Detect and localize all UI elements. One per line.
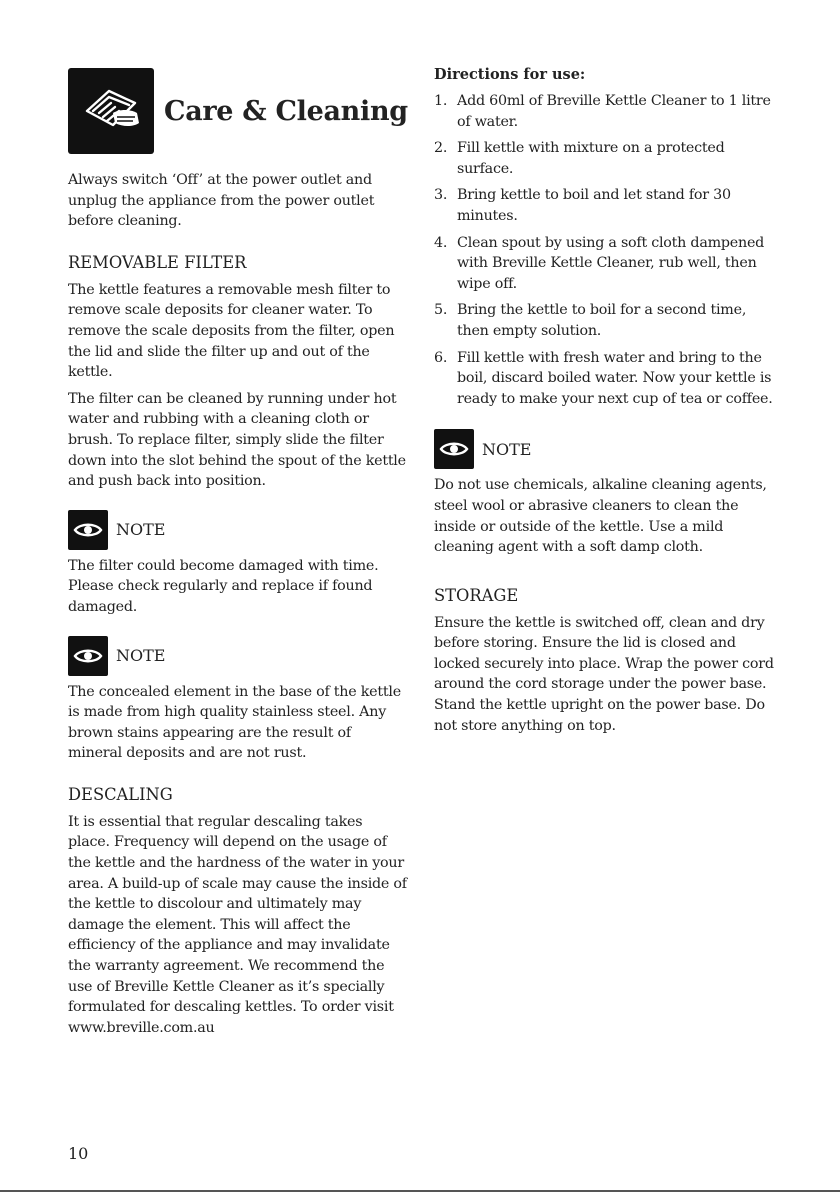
page-number: 10 (68, 1144, 89, 1163)
step-number: 5. (434, 302, 448, 319)
note-label: NOTE (116, 520, 166, 540)
step-text: Add 60ml of Breville Kettle Cleaner to 1 litre of water. (457, 93, 771, 130)
note-header-2 (68, 636, 408, 676)
title-block (68, 68, 408, 154)
note-text-3: Do not use chemicals, alkaline cleaning agents, steel wool or abrasive cleaners to clean the inside or outside of the kettle. Use a mild cleaning agent with a soft damp cloth. (434, 477, 767, 556)
eye-icon (434, 429, 474, 469)
step-number: 3. (434, 187, 448, 204)
storage-text: Ensure the kettle is switched off, clean and dry before storing. Ensure the lid is closed and locked securely into place. Wrap the power cord around the cord storage under the power base. Stand the kettle upright on the power base. Do not store anything on top. (434, 614, 774, 734)
removable-filter-text-1: The kettle features a removable mesh filter to remove scale deposits for cleaner water. To remove the scale deposits from the filter, open the lid and slide the filter up and out of the kettle. (68, 281, 395, 381)
descaling-heading: DESCALING (68, 784, 173, 804)
right-column (434, 66, 779, 736)
intro-text: Always switch ‘Off’ at the power outlet and unplug the appliance from the power outlet before cleaning. (68, 172, 375, 230)
list-item (434, 300, 779, 341)
note-text-2: The concealed element in the base of the kettle is made from high quality stainless steel. Any brown stains appearing are the result of mineral deposits and are not rust. (68, 683, 401, 762)
list-item (434, 185, 779, 226)
note-label: NOTE (482, 439, 532, 459)
list-item (434, 91, 779, 132)
eye-icon (68, 510, 108, 550)
descaling-text: It is essential that regular descaling takes place. Frequency will depend on the usage of the kettle and the hardness of the water in your area. A build-up of scale may cause the inside of the kettle to discolour and ultimately may damage the element. This will affect the efficiency of the appliance and may invalidate the warranty agreement. We recommend the use of Breville Kettle Cleaner as it’s specially formulated for descaling kettles. To order visit www.breville.com.au (68, 813, 407, 1036)
step-number: 6. (434, 349, 448, 366)
step-text: Clean spout by using a soft cloth dampened with Breville Kettle Cleaner, rub well, then wipe off. (457, 234, 765, 292)
step-text: Bring the kettle to boil for a second time, then empty solution. (457, 302, 747, 339)
list-item (434, 233, 779, 295)
eye-icon (68, 636, 108, 676)
directions-list (434, 91, 779, 409)
list-item (434, 348, 779, 410)
hand-wiping-icon (68, 68, 154, 154)
note-label: NOTE (116, 646, 166, 665)
removable-filter-text-2: The filter can be cleaned by running under hot water and rubbing with a cleaning cloth or brush. To replace filter, simply slide the filter down into the slot behind the spout of the kettle and push back into position. (68, 390, 406, 490)
note-header-3 (434, 429, 779, 469)
removable-filter-heading: REMOVABLE FILTER (68, 252, 247, 272)
step-text: Fill kettle with mixture on a protected surface. (457, 140, 725, 177)
step-number: 4. (434, 234, 448, 251)
storage-heading: STORAGE (434, 585, 519, 605)
note-header-1 (68, 510, 408, 550)
list-item (434, 138, 779, 179)
step-text: Fill kettle with fresh water and bring to the boil, discard boiled water. Now your kettle is ready to make your next cup of tea or coffee. (457, 349, 773, 407)
step-number: 1. (434, 93, 448, 109)
step-number: 2. (434, 140, 448, 157)
note-text-1: The filter could become damaged with time. Please check regularly and replace if found damaged. (68, 557, 379, 615)
left-column (68, 68, 408, 1038)
step-text: Bring kettle to boil and let stand for 30 minutes. (457, 187, 731, 224)
directions-heading: Directions for use: (434, 66, 586, 83)
page-title: Care & Cleaning (164, 95, 408, 127)
